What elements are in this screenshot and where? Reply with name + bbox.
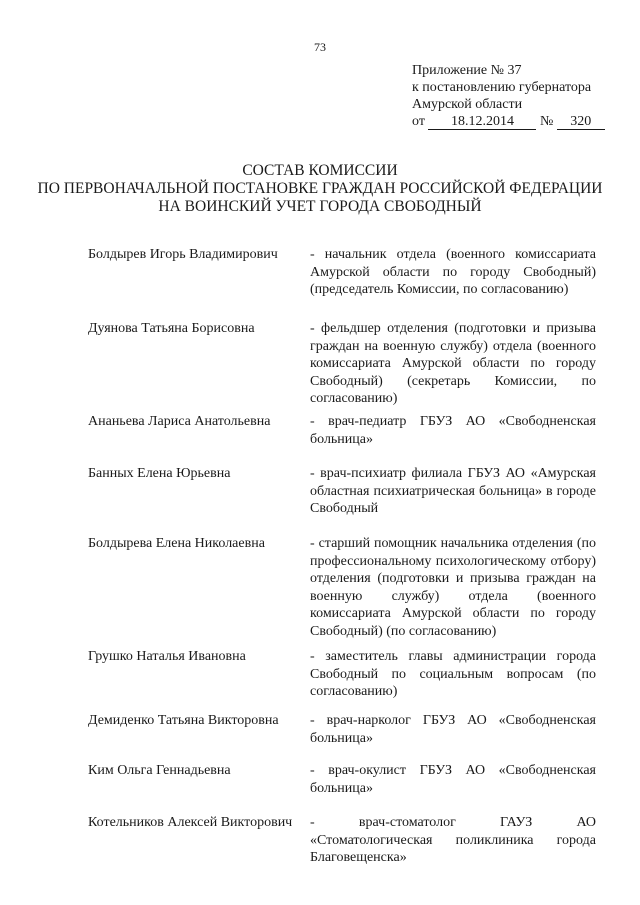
document-title [0,162,640,216]
appendix-date-line [412,113,605,130]
member-name: Котельников Алексей Викторович [88,815,293,830]
number-prefix: № [539,114,554,129]
member-row [88,465,600,535]
member-name: Демиденко Татьяна Викторовна [88,713,279,728]
date-prefix: от [412,114,425,129]
member-name: Ким Ольга Геннадьевна [88,763,231,778]
appendix-decree-reference: к постановлению губернатора [412,80,592,95]
member-role: - врач-стоматолог ГАУЗ АО «Стоматологическая поликлиника города Благовещенска» [310,815,596,865]
title-line-2: ПО ПЕРВОНАЧАЛЬНОЙ ПОСТАНОВКЕ ГРАЖДАН РОССИЙСКОЙ ФЕДЕРАЦИИ [37,180,603,197]
member-role: - врач-окулист ГБУЗ АО «Свободненская больница» [310,763,596,796]
member-row [88,320,600,413]
member-row [88,762,600,814]
appendix-number: Приложение № 37 [412,63,522,78]
member-name: Грушко Наталья Ивановна [88,649,246,664]
member-row [88,246,600,320]
page-number: 73 [314,40,326,54]
member-row [88,814,600,865]
decree-number: 320 [557,114,605,130]
member-role: - начальник отдела (военного комиссариата Амурской области по городу Свободный) (председатель Комиссии, по согласованию) [310,247,596,297]
member-role: - врач-психиатр филиала ГБУЗ АО «Амурская областная психиатрическая больница» в городе Свободный [310,466,596,516]
appendix-region: Амурской области [412,97,523,112]
member-role: - врач-педиатр ГБУЗ АО «Свободненская больница» [310,414,596,447]
member-name: Дуянова Татьяна Борисовна [88,321,255,336]
decree-date: 18.12.2014 [428,114,536,130]
member-role: - старший помощник начальника отделения (по профессиональному психологическому отбору) отделения (подготовки и призыва граждан на военную службу) отдела (военного комиссариата Амурской области по городу Свободный) (по согласованию) [310,536,596,639]
member-row [88,712,600,762]
title-line-1: СОСТАВ КОМИССИИ [242,162,398,179]
member-row [88,648,600,712]
member-name: Банных Елена Юрьевна [88,466,231,481]
member-role: - заместитель главы администрации города Свободный по социальным вопросам (по согласованию) [310,649,596,699]
member-row [88,535,600,648]
member-name: Болдырева Елена Николаевна [88,536,265,551]
member-role: - фельдшер отделения (подготовки и призыва граждан на военную службу) отдела (военного комиссариата Амурской области по городу Свободный) (секретарь Комиссии, по согласованию) [310,321,596,406]
member-role: - врач-нарколог ГБУЗ АО «Свободненская больница» [310,713,596,746]
member-name: Болдырев Игорь Владимирович [88,247,278,262]
appendix-header [412,62,605,130]
member-row [88,413,600,465]
member-name: Ананьева Лариса Анатольевна [88,414,271,429]
title-line-3: НА ВОИНСКИЙ УЧЕТ ГОРОДА СВОБОДНЫЙ [158,198,482,215]
member-list [88,246,600,865]
